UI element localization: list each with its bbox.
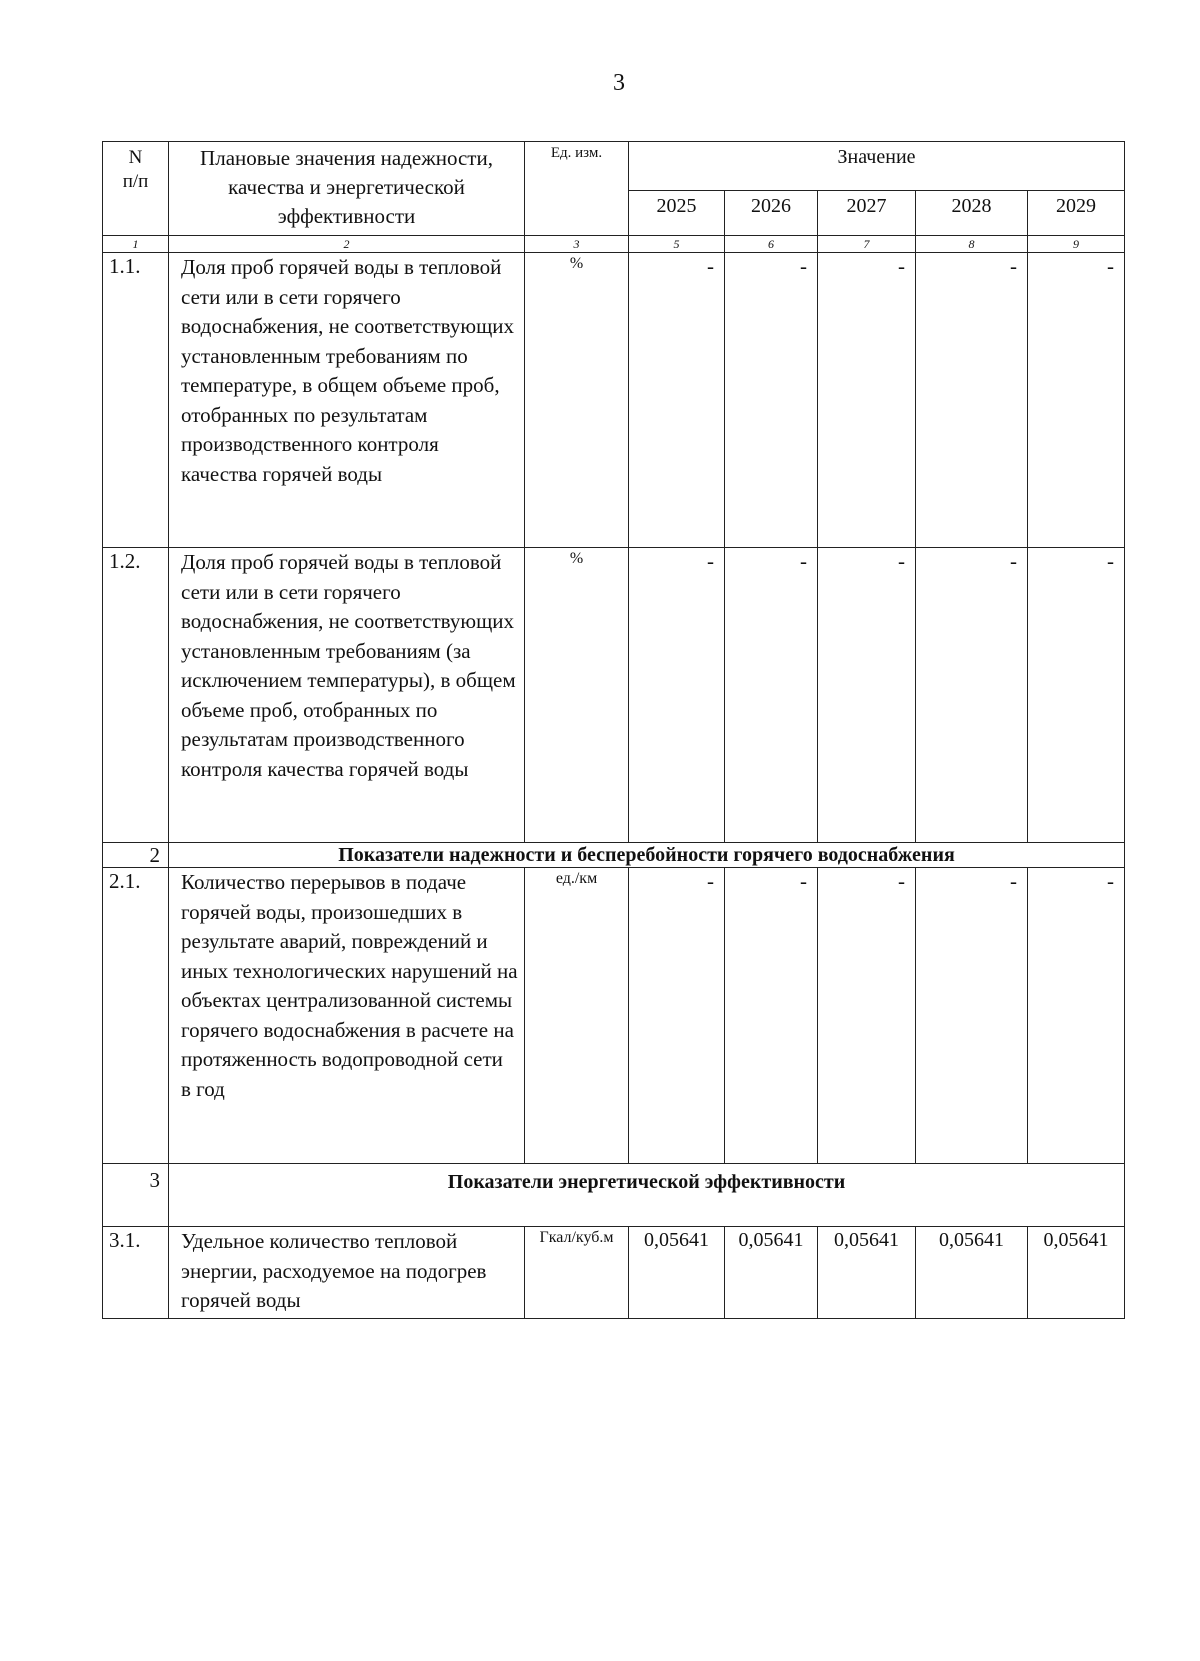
column-index: 1: [103, 236, 169, 253]
row-value: 0,05641: [818, 1227, 916, 1319]
row-num: 2.1.: [103, 868, 169, 1164]
header-year: 2026: [725, 191, 818, 236]
row-value: -: [629, 548, 725, 843]
section-title: Показатели энергетической эффективности: [169, 1164, 1125, 1227]
row-num: 3.1.: [103, 1227, 169, 1319]
row-value: -: [725, 253, 818, 548]
header-year: 2027: [818, 191, 916, 236]
row-value: -: [1028, 253, 1125, 548]
column-index: 8: [916, 236, 1028, 253]
row-value: -: [916, 868, 1028, 1164]
header-year: 2029: [1028, 191, 1125, 236]
row-unit: Гкал/куб.м: [525, 1227, 629, 1319]
row-value: -: [818, 548, 916, 843]
column-index: 7: [818, 236, 916, 253]
column-index: 9: [1028, 236, 1125, 253]
section-num: 3: [103, 1164, 169, 1227]
row-value: -: [916, 548, 1028, 843]
header-unit: Ед. изм.: [525, 142, 629, 236]
section-num: 2: [103, 843, 169, 868]
row-value: -: [916, 253, 1028, 548]
column-index: 3: [525, 236, 629, 253]
column-index: 2: [169, 236, 525, 253]
section-row: [103, 843, 1125, 868]
section-row: [103, 1164, 1125, 1227]
row-value: 0,05641: [1028, 1227, 1125, 1319]
plan-values-table: [102, 141, 1125, 1319]
row-unit: %: [525, 548, 629, 843]
row-name: Доля проб горячей воды в тепловой сети или в сети горячего водоснабжения, не соответствующих установленным требованиям по температуре, в общем объеме проб, отобранных по результатам производственного контроля качества горячей воды: [169, 253, 525, 548]
row-value: -: [818, 253, 916, 548]
column-index-row: [103, 236, 1125, 253]
row-value: 0,05641: [629, 1227, 725, 1319]
row-value: -: [818, 868, 916, 1164]
row-unit: ед./км: [525, 868, 629, 1164]
row-name: Удельное количество тепловой энергии, расходуемое на подогрев горячей воды: [169, 1227, 525, 1319]
table-row: [103, 548, 1125, 843]
row-value: -: [1028, 868, 1125, 1164]
row-value: -: [725, 868, 818, 1164]
header-year: 2025: [629, 191, 725, 236]
row-value: -: [725, 548, 818, 843]
header-row: [103, 142, 1125, 191]
row-value: -: [1028, 548, 1125, 843]
row-name: Количество перерывов в подаче горячей воды, произошедших в результате аварий, повреждений и иных технологических нарушений на объектах централизованной системы горячего водоснабжения в расчете на протяженность водопроводной сети в год: [169, 868, 525, 1164]
header-year: 2028: [916, 191, 1028, 236]
table-row: [103, 253, 1125, 548]
header-num: N п/п: [103, 142, 169, 236]
section-title: Показатели надежности и бесперебойности горячего водоснабжения: [169, 843, 1125, 868]
page-number: 3: [613, 70, 625, 96]
row-unit: %: [525, 253, 629, 548]
header-name: Плановые значения надежности, качества и энергетической эффективности: [169, 142, 525, 236]
table-row: [103, 868, 1125, 1164]
row-num: 1.2.: [103, 548, 169, 843]
column-index: 5: [629, 236, 725, 253]
header-value: Значение: [629, 142, 1125, 191]
row-value: -: [629, 253, 725, 548]
column-index: 6: [725, 236, 818, 253]
table-row: [103, 1227, 1125, 1319]
row-num: 1.1.: [103, 253, 169, 548]
row-name: Доля проб горячей воды в тепловой сети или в сети горячего водоснабжения, не соответствующих установленным требованиям (за исключением температуры), в общем объеме проб, отобранных по результатам производственного контроля качества горячей воды: [169, 548, 525, 843]
row-value: -: [629, 868, 725, 1164]
row-value: 0,05641: [916, 1227, 1028, 1319]
row-value: 0,05641: [725, 1227, 818, 1319]
